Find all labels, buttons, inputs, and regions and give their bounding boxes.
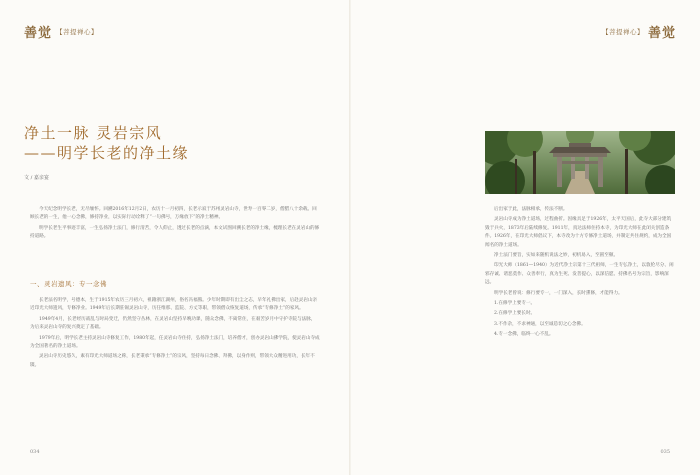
magazine-logo: 善觉 <box>647 26 676 41</box>
list-item: 3.不作杂，不求神通，以至诚恳切之心念佛。 <box>494 321 586 327</box>
article-subtitle: ——明学长老的净土缘 <box>24 144 190 162</box>
page-gutter <box>349 0 351 475</box>
paragraph: 今天纪念明学长老，无尽缅怀。回溯2016年12月2日，农历十一月初四，长老示寂于苏州灵岩山寺，世寿一百零二岁，僧腊八十余载。回顾长老的一生，他一心念佛，修持净业，以实际行动诠释了“一句佛号，万缘放下”的净土精神。 <box>30 207 317 221</box>
article-title: 净土一脉 灵岩宗风 <box>24 124 163 142</box>
section-heading: 一、灵岩遗风：专一念佛 <box>30 280 107 288</box>
column-tag: 【菩提禅心】 <box>601 28 644 36</box>
intro-text <box>30 206 320 266</box>
paragraph: 明学长老生平事迹丰富，一生弘扬净土法门，修行清苦，令人仰止，透过长老的点滴，本文试图回溯长老的净土缘，梳理长老在灵岩山的修持道路。 <box>30 225 320 240</box>
paragraph: 1949年4月，长老经历战乱与时局变迁，仍然坚守丛林，在灵岩山坚持早晚功课，随众念佛，不离常住，在艰苦岁月中守护寺院与法脉，为后来灵岩山寺的复兴奠定了基础。 <box>30 316 316 331</box>
paragraph: 净土法门要旨，实如来随机说法之妙，初机易入，至圆至顿。 <box>494 253 619 259</box>
right-page-text <box>485 206 675 446</box>
page-number-left: 034 <box>30 449 40 455</box>
running-header-right <box>602 22 676 41</box>
section-text <box>30 297 320 445</box>
list-item: 1.在修学上要专一。 <box>494 301 536 307</box>
temple-gate-photo <box>485 131 675 194</box>
article-author: 文 / 嘉亲宴 <box>24 175 49 181</box>
list-item: 2.在修学上要长时。 <box>494 311 536 317</box>
list-item: 4.专一念佛，临终一心不乱。 <box>494 332 554 338</box>
photo-illustration <box>485 131 675 194</box>
paragraph: 灵岩山寺成为净土道场，过程曲折。因缘具足于1926年，太平天国后，此寺大部分建筑毁于兵火，1873年后陆续修复。1911年，真达法师住持本寺，为印光大师在此闭关创造条件。1926年，在印光大师倡议下，本寺改为十方专修净土道场，并制定共住规约，成为全国闻名的净土道场。 <box>485 217 672 248</box>
paragraph: 长老法名明学，号德本，生于1915年农历三月初六，祖籍浙江湖州，俗名冯福熊。少年时期即有出尘之志，早年礼佛出家，后赴灵岩山亲近印光大师遗风，专修净业。1949年后长期驻锡灵岩山寺，历任维那、监院、方丈等职，带领僧众恢复道场，传承“专修净土”的家风。 <box>30 298 318 312</box>
paragraph: 后出家于此，法脉相承，传法不断。 <box>494 207 568 212</box>
paragraph: 灵岩山寺历史悠久，素有印光大师道场之称，长老秉承“专修净土”的宗风，坚持每日念佛、拜佛，以身作则，带领大众精进用功，长年不辍。 <box>30 354 315 368</box>
paragraph: 印光大师（1861—1940）为近代净土宗第十三代祖师，一生专弘净土，以敦伦尽分、闲邪存诚、诸恶莫作、众善奉行，真为生死、发菩提心，以深信愿、持佛名号为宗旨，影响深远。 <box>485 263 674 286</box>
paragraph: 明学长老曾说：修行要专一，一门深入，长时熏修，才能得力。 <box>494 290 623 296</box>
paragraph: 1979年后，明学长老主持灵岩山寺修复工作，1980年起，任灵岩山寺住持，弘扬净土法门，培养僧才，创办灵岩山佛学院，使灵岩山寺成为全国著名的净土道场。 <box>30 335 320 350</box>
running-header-left <box>24 22 98 41</box>
page-number-right: 035 <box>660 449 670 455</box>
magazine-logo: 善觉 <box>24 26 53 41</box>
column-tag: 【菩提禅心】 <box>56 28 99 36</box>
